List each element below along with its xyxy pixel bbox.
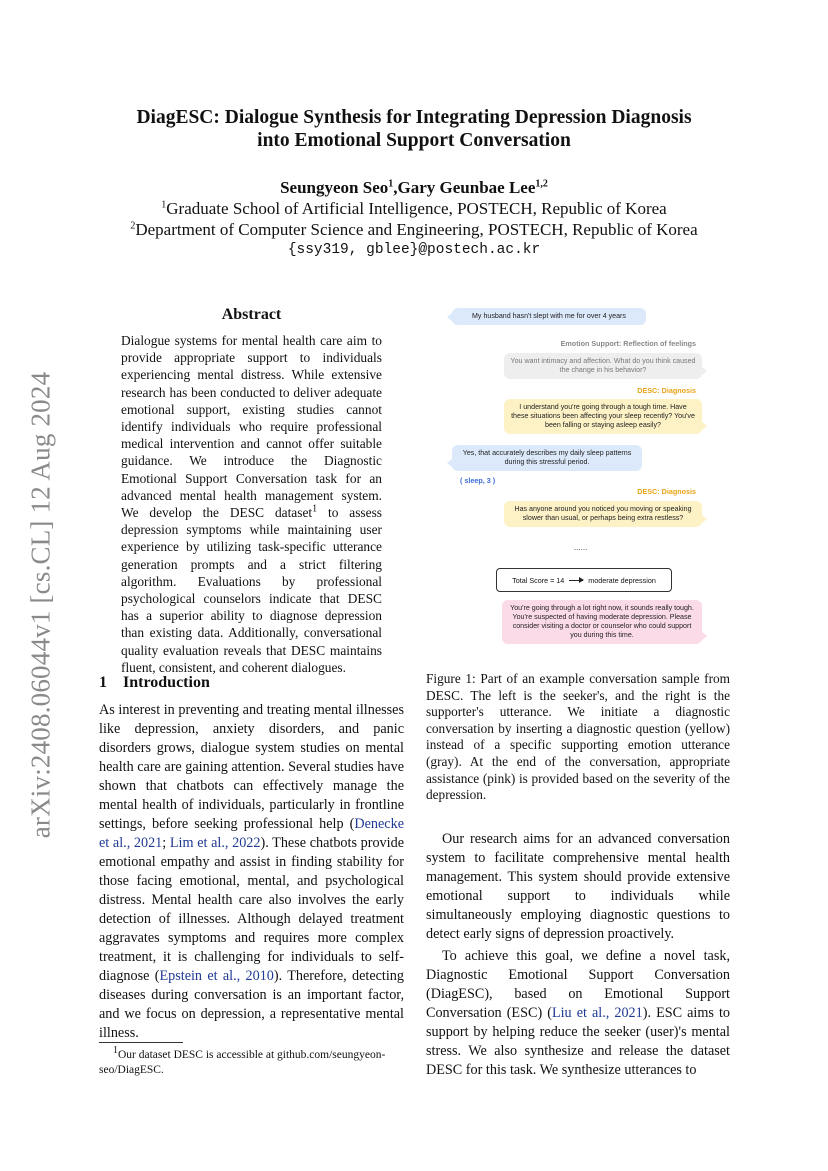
affiliation-1-mark: 1 [161,199,167,211]
author-2-affiliation: 1,2 [535,178,548,190]
intro-text-1: As interest in preventing and treating mental illnesses like depression, anxiety disorders, and panic disorders grows, dialogue system studies on mental health care are gaining attention. Several studies have shown that chatbots can effectively manage the mental health of individuals, particularly in frontline settings, before seeking professional help ( [99,702,404,832]
intro-text-3: ). Therefore, detecting diseases during conversation is an important factor, and we focus on depression, a representative mental illness. [99,968,404,1041]
introduction-paragraph [99,701,404,1043]
right-paragraph-2-text-a: To achieve this goal, we define a novel task, Diagnostic Emotional Support Conversation (DiagESC), based on Emotional Support Conversation (ESC) ( [426,948,730,1021]
final-assistance-utterance: You're going through a lot right now, it sounds really tough. You're suspected of having moderate depression. Please consider visiting a doctor or counselor who could support you during this time. [502,600,702,644]
affiliation-1-text: Graduate School of Artificial Intelligence, POSTECH, Republic of Korea [166,199,667,218]
figure-1-caption: Figure 1: Part of an example conversation sample from DESC. The left is the seeker's, and the right is the supporter's utterance. We initiate a diagnostic conversation by inserting a diagnostic question (yellow) instead of a specific supporting emotion utterance (gray). At the end of the conversation, appropriate assistance (pink) is provided based on the severity of the depression. [426,671,730,803]
arxiv-identifier [24,360,58,850]
citation-epstein[interactable]: Epstein et al., 2010 [159,968,274,984]
seeker-utterance-2: Yes, that accurately describes my daily sleep patterns during this stressful period. [452,445,642,471]
title-line-2: into Emotional Support Conversation [257,130,571,151]
footnote-number: 1 [113,1045,118,1057]
emotion-support-label: Emotion Support: Reflection of feelings [560,339,696,348]
figure-1-conversation [440,300,718,662]
author-block [100,177,728,261]
title-line-1: DiagESC: Dialogue Synthesis for Integrating Depression Diagnosis [136,107,692,128]
affiliation-2-mark: 2 [130,220,136,232]
footnote-divider [99,1042,183,1043]
author-2: ,Gary Geunbae Lee [393,178,536,197]
abstract-part-1: Dialogue systems for mental health care aim to provide appropriate support to individuals experiencing mental distress. While extensive research has been conducted to deliver adequate emotional support, existing studies cannot identify individuals who require professional medical intervention and cannot offer suitable guidance. We introduce the Diagnostic Emotional Support Conversation task for an advanced mental health management system. We develop the DESC dataset [121,333,382,521]
abstract-text [121,332,382,676]
footnote-mark[interactable]: 1 [312,503,318,515]
abstract-part-2: to assess depression symptoms while maintaining user experience by utilizing task-specific utterance generation prompts and a strict filtering algorithm. Evaluations by professional psychological counselors indicate that DESC has a superior ability to diagnose depression than existing data. Additionally, conversational quality evaluation reveals that DESC maintains fluent, consistent, and coherent dialogues. [121,505,382,675]
total-score: Total Score = 14 [512,575,565,585]
author-emails: {ssy319, gblee}@postech.ac.kr [287,242,541,258]
paper-title [100,106,728,152]
right-paragraph-2 [426,947,730,1080]
abstract-heading: Abstract [221,306,282,323]
citation-liu[interactable]: Liu et al., 2021 [551,1005,643,1021]
symptom-score-tag: ( sleep, 3 ) [460,476,496,485]
citation-denecke[interactable]: Denecke et al., 2021 [99,816,404,851]
section-heading-introduction [99,674,210,692]
desc-diagnosis-label-1: DESC: Diagnosis [637,386,696,395]
total-score-box [496,568,672,592]
ellipsis: ...... [574,543,588,552]
section-title: Introduction [123,674,210,691]
affiliation-2-text: Department of Computer Science and Engineering, POSTECH, Republic of Korea [135,220,698,239]
affiliation-2 [100,219,728,240]
affiliation-1 [100,198,728,219]
desc-diagnosis-label-2: DESC: Diagnosis [637,487,696,496]
right-arrow-icon [569,580,583,581]
right-paragraph-2-text-b: ). ESC aims to support by helping reduce the seeker (user)'s mental stress. We also synthesize and release the dataset DESC for this task. We synthesize utterances to [426,1005,731,1078]
diagnostic-question-2: Has anyone around you noticed you moving or speaking slower than usual, or perhaps being extra restless? [504,501,702,527]
author-1-affiliation: 1 [388,178,394,190]
seeker-utterance-1: My husband hasn't slept with me for over 4 years [452,308,646,325]
emotion-support-utterance: You want intimacy and affection. What do you think caused the change in his behavior? [504,353,702,379]
citation-separator: ; [162,835,170,851]
intro-text-2: ). These chatbots provide emotional empathy and assist in finding stability for those facing emotional, mental, and psychological distress. Mental health care also involves the early detection of illnesses. Although delayed treatment aggravates symptoms and requires more complex treatment, it is challenging for individuals to self-diagnose ( [99,835,404,984]
section-number: 1 [99,674,107,691]
author-1: Seungyeon Seo [280,178,389,197]
arxiv-identifier-text: arXiv:2408.06044v1 [cs.CL] 12 Aug 2024 [25,371,56,839]
author-names [100,177,728,198]
footnote [99,1045,404,1078]
citation-lim[interactable]: Lim et al., 2022 [169,835,261,851]
footnote-text: Our dataset DESC is accessible at github.com/seungyeon-seo/DiagESC. [99,1049,386,1076]
severity-result: moderate depression [588,575,656,585]
right-paragraph-1: Our research aims for an advanced conversation system to facilitate comprehensive mental health management. This system should provide extensive emotional support to individuals while simultaneously employing diagnostic questions to detect early signs of depression proactively. [426,831,730,942]
diagnostic-question-1: I understand you're going through a tough time. Have these situations been affecting your sleep recently? You've been falling or staying asleep easily? [504,399,702,434]
